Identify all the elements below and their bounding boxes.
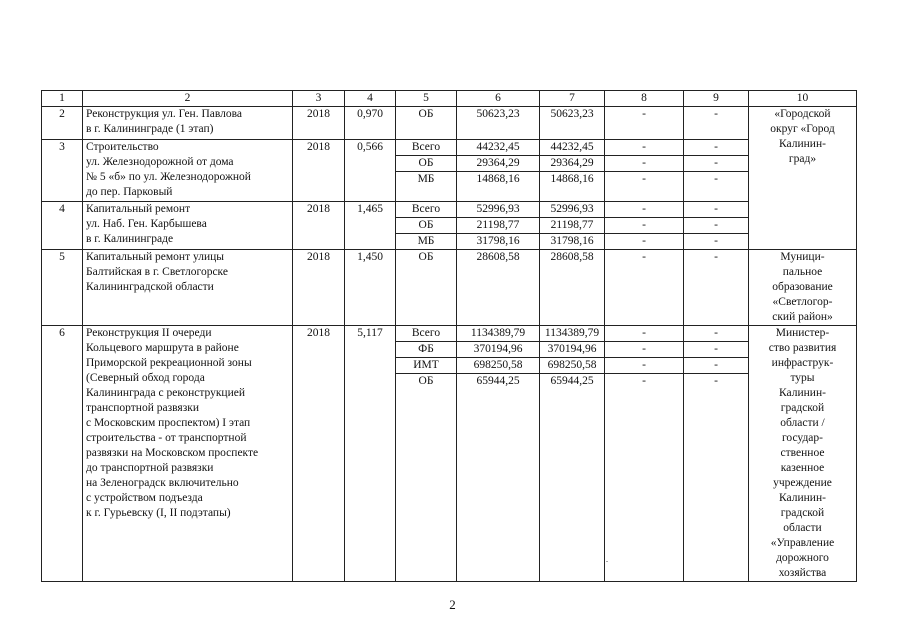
length-cell: 5,117 (345, 326, 396, 582)
row-number: 2 (42, 107, 83, 140)
value-entry: - (605, 326, 683, 342)
length-cell: 0,566 (345, 140, 396, 202)
object-name: Капитальный ремонт улицы Балтийская в г. Светлогорске Калининградской области (83, 250, 293, 326)
page-number: 2 (449, 597, 456, 612)
value-entry: - (684, 358, 748, 374)
value-entry: 50623,23 (476, 108, 520, 120)
row-number: 3 (42, 140, 83, 202)
table-row (42, 250, 857, 326)
object-name: Строительство ул. Железнодорожной от дома № 5 «б» по ул. Железнодорожной до пер. Парковый (83, 140, 293, 202)
header-cell-7: 7 (540, 91, 605, 107)
value-entry: 52996,93 (540, 202, 604, 218)
responsible-organization: «Городской округ «Город Калинин- град» (749, 107, 857, 250)
value-entry: - (714, 173, 718, 185)
funding-source: ОБ (396, 156, 456, 172)
value-cell-col8 (605, 107, 684, 140)
value-cell-col9 (684, 326, 749, 582)
value-entry: 29364,29 (540, 156, 604, 172)
value-entry: - (684, 218, 748, 234)
value-entry: 31798,16 (476, 235, 520, 247)
row-number: 4 (42, 202, 83, 250)
value-entry: 44232,45 (457, 140, 539, 156)
funding-source: Всего (396, 140, 456, 156)
value-entry: 52996,93 (457, 202, 539, 218)
header-cell-2: 2 (83, 91, 293, 107)
value-entry: - (605, 202, 683, 218)
value-entry: - (684, 156, 748, 172)
year-cell: 2018 (293, 250, 345, 326)
value-cell-col8 (605, 250, 684, 326)
value-entry: 28608,58 (550, 251, 594, 263)
value-entry: 50623,23 (550, 108, 594, 120)
object-name: Капитальный ремонт ул. Наб. Ген. Карбышева в г. Калининграде (83, 202, 293, 250)
funding-source: МБ (417, 173, 435, 185)
value-entry: - (642, 235, 646, 247)
value-entry: 21198,77 (540, 218, 604, 234)
header-cell-10: 10 (749, 91, 857, 107)
value-entry: 65944,25 (476, 375, 520, 387)
value-cell-col9 (684, 202, 749, 250)
value-entry: 28608,58 (476, 251, 520, 263)
value-entry: - (684, 326, 748, 342)
value-cell-col9 (684, 107, 749, 140)
funding-source-cell (396, 202, 457, 250)
header-cell-1: 1 (42, 91, 83, 107)
funding-source-cell (396, 326, 457, 582)
year-cell: 2018 (293, 202, 345, 250)
header-cell-9: 9 (684, 91, 749, 107)
value-entry: 1134389,79 (457, 326, 539, 342)
object-name: Реконструкция ул. Ген. Павлова в г. Калининграде (1 этап) (83, 107, 293, 140)
value-entry: 44232,45 (540, 140, 604, 156)
table-row (42, 202, 857, 250)
value-entry: - (714, 235, 718, 247)
funding-source: МБ (417, 235, 435, 247)
value-cell-col8 (605, 140, 684, 202)
value-entry: - (605, 342, 683, 358)
value-entry: 65944,25 (550, 375, 594, 387)
value-cell-col8 (605, 202, 684, 250)
value-cell-col7 (540, 202, 605, 250)
header-cell-4: 4 (345, 91, 396, 107)
stray-dot: . (606, 555, 608, 564)
value-cell-col6 (457, 140, 540, 202)
funding-source: ФБ (396, 342, 456, 358)
value-entry: - (605, 140, 683, 156)
table-row (42, 140, 857, 202)
value-entry: 14868,16 (476, 173, 520, 185)
table-row (42, 326, 857, 582)
value-cell-col8 (605, 326, 684, 582)
value-entry: - (684, 342, 748, 358)
responsible-organization: Министер- ство развития инфраструк- туры Калинин- градской области / государ- ственное казенное учреждение Калинин- градской области «Управление дорожного хозяйства (749, 326, 857, 582)
value-cell-col7 (540, 107, 605, 140)
header-cell-6: 6 (457, 91, 540, 107)
header-cell-8: 8 (605, 91, 684, 107)
value-cell-col6 (457, 107, 540, 140)
value-entry: - (642, 173, 646, 185)
value-cell-col6 (457, 250, 540, 326)
funding-source-cell (396, 250, 457, 326)
header-row (42, 91, 857, 107)
value-cell-col7 (540, 250, 605, 326)
funding-source: ОБ (418, 375, 434, 387)
value-entry: - (714, 251, 718, 263)
row-number: 5 (42, 250, 83, 326)
header-cell-3: 3 (293, 91, 345, 107)
year-cell: 2018 (293, 140, 345, 202)
funding-source: ОБ (396, 218, 456, 234)
table-row (42, 107, 857, 140)
value-entry: - (605, 358, 683, 374)
funding-source-cell (396, 140, 457, 202)
data-table (41, 90, 857, 582)
value-cell-col6 (457, 202, 540, 250)
value-entry: - (714, 108, 718, 120)
value-entry: - (684, 202, 748, 218)
year-cell: 2018 (293, 107, 345, 140)
value-cell-col9 (684, 140, 749, 202)
funding-source: ОБ (418, 108, 434, 120)
value-entry: 21198,77 (457, 218, 539, 234)
value-entry: 370194,96 (457, 342, 539, 358)
funding-source: Всего (396, 202, 456, 218)
header-cell-5: 5 (396, 91, 457, 107)
length-cell: 1,450 (345, 250, 396, 326)
value-entry: - (605, 156, 683, 172)
value-entry: - (714, 375, 718, 387)
value-entry: 698250,58 (457, 358, 539, 374)
funding-source: ИМТ (396, 358, 456, 374)
value-entry: - (642, 375, 646, 387)
funding-source: Всего (396, 326, 456, 342)
length-cell: 1,465 (345, 202, 396, 250)
funding-source: ОБ (418, 251, 434, 263)
object-name: Реконструкция II очереди Кольцевого маршрута в районе Приморской рекреационной зоны (Северный обход города Калининграда с реконструкцией транспортной развязки с Московским проспектом) I этап строительства - от транспортной развязки на Московском проспекте до транспортной развязки на Зеленоградск включительно с устройством подъезда к г. Гурьевску (I, II подэтапы) (83, 326, 293, 582)
funding-source-cell (396, 107, 457, 140)
value-entry: 14868,16 (550, 173, 594, 185)
value-cell-col9 (684, 250, 749, 326)
value-cell-col7 (540, 326, 605, 582)
value-entry: 1134389,79 (540, 326, 604, 342)
value-entry: - (642, 251, 646, 263)
value-entry: - (605, 218, 683, 234)
value-entry: 370194,96 (540, 342, 604, 358)
value-entry: 31798,16 (550, 235, 594, 247)
row-number: 6 (42, 326, 83, 582)
value-entry: 29364,29 (457, 156, 539, 172)
length-cell: 0,970 (345, 107, 396, 140)
year-cell: 2018 (293, 326, 345, 582)
value-cell-col6 (457, 326, 540, 582)
value-entry: 698250,58 (540, 358, 604, 374)
responsible-organization: Муници- пальное образование «Светлогор- ский район» (749, 250, 857, 326)
value-entry: - (642, 108, 646, 120)
value-entry: - (684, 140, 748, 156)
value-cell-col7 (540, 140, 605, 202)
